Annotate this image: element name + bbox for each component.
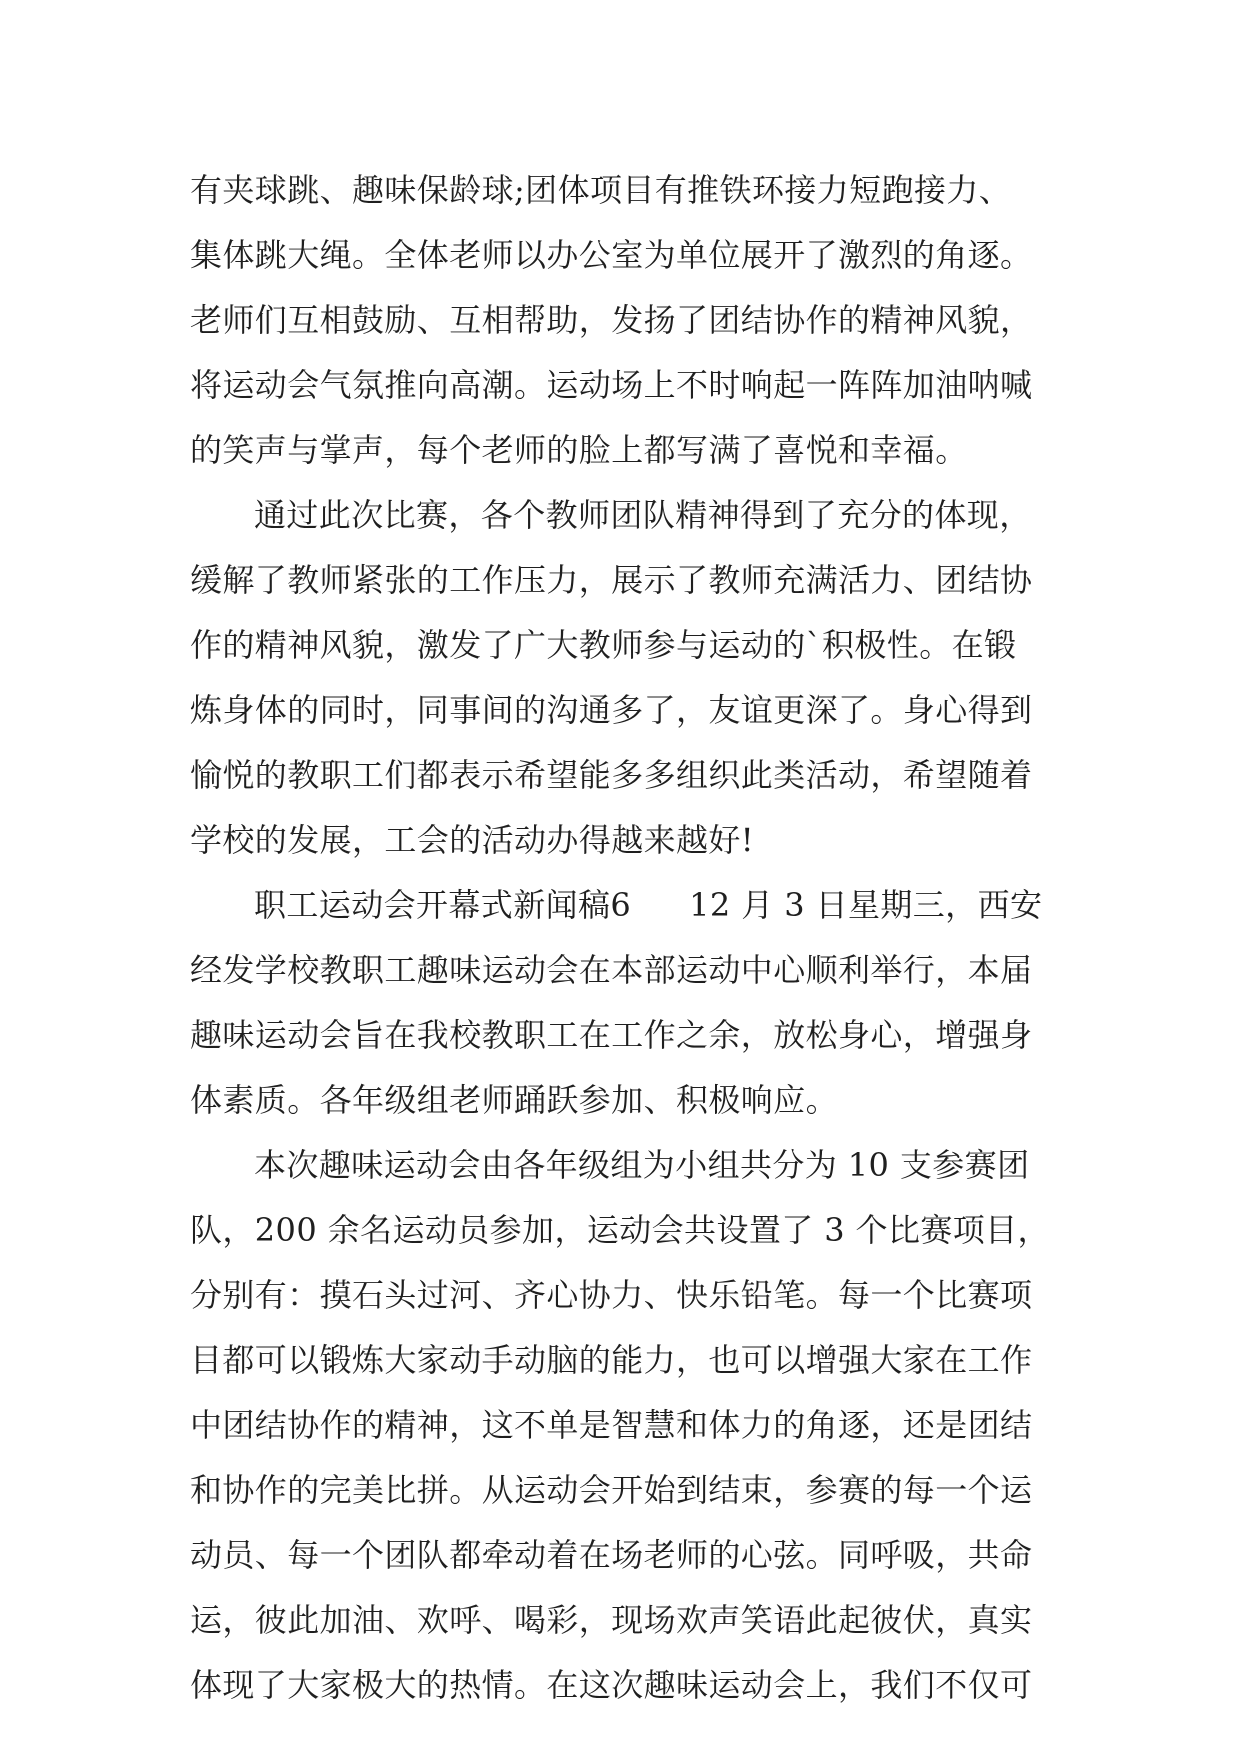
text-line: 运，彼此加油、欢呼、喝彩，现场欢声笑语此起彼伏，真实 [190,1601,1033,1639]
body-text [190,158,1070,1718]
text-line: 动员、每一个团队都牵动着在场老师的心弦。同呼吸，共命 [190,1536,1033,1574]
article-heading-line [190,873,1070,938]
text-line: 作的精神风貌，激发了广大教师参与运动的`积极性。在锻 [190,626,1017,664]
text-line: 炼身体的同时，同事间的沟通多了，友谊更深了。身心得到 [190,691,1033,729]
text-line: 愉悦的教职工们都表示希望能多多组织此类活动，希望随着 [190,756,1033,794]
paragraph-first-line: 本次趣味运动会由各年级组为小组共分为 10 支参赛团 [254,1146,1030,1184]
text-line: 体现了大家极大的热情。在这次趣味运动会上，我们不仅可 [190,1666,1033,1704]
text-line: 和协作的完美比拼。从运动会开始到结束，参赛的每一个运 [190,1471,1033,1509]
text-line: 集体跳大绳。全体老师以办公室为单位展开了激烈的角逐。 [190,236,1033,274]
heading-line-text: 12 月 3 日星期三，西安 [689,886,1043,924]
text-line: 队，200 余名运动员参加，运动会共设置了 3 个比赛项目， [190,1211,1050,1249]
text-line: 体素质。各年级组老师踊跃参加、积极响应。 [190,1081,839,1119]
text-line: 学校的发展，工会的活动办得越来越好! [190,821,755,859]
text-line: 中团结协作的精神，这不单是智慧和体力的角逐，还是团结 [190,1406,1033,1444]
text-line: 分别有：摸石头过河、齐心协力、快乐铅笔。每一个比赛项 [190,1276,1033,1314]
text-line: 老师们互相鼓励、互相帮助，发扬了团结协作的精神风貌， [190,301,1033,339]
text-line: 经发学校教职工趣味运动会在本部运动中心顺利举行，本届 [190,951,1033,989]
article-heading: 职工运动会开幕式新闻稿6 [254,886,632,924]
text-line: 目都可以锻炼大家动手动脑的能力，也可以增强大家在工作 [190,1341,1033,1379]
text-line: 有夹球跳、趣味保龄球;团体项目有推铁环接力短跑接力、 [190,171,1012,209]
text-line: 将运动会气氛推向高潮。运动场上不时响起一阵阵加油呐喊 [190,366,1033,404]
paragraph-first-line: 通过此次比赛，各个教师团队精神得到了充分的体现， [254,496,1032,534]
text-line: 缓解了教师紧张的工作压力，展示了教师充满活力、团结协 [190,561,1033,599]
text-line: 趣味运动会旨在我校教职工在工作之余，放松身心，增强身 [190,1016,1033,1054]
text-line: 的笑声与掌声，每个老师的脸上都写满了喜悦和幸福。 [190,431,968,469]
